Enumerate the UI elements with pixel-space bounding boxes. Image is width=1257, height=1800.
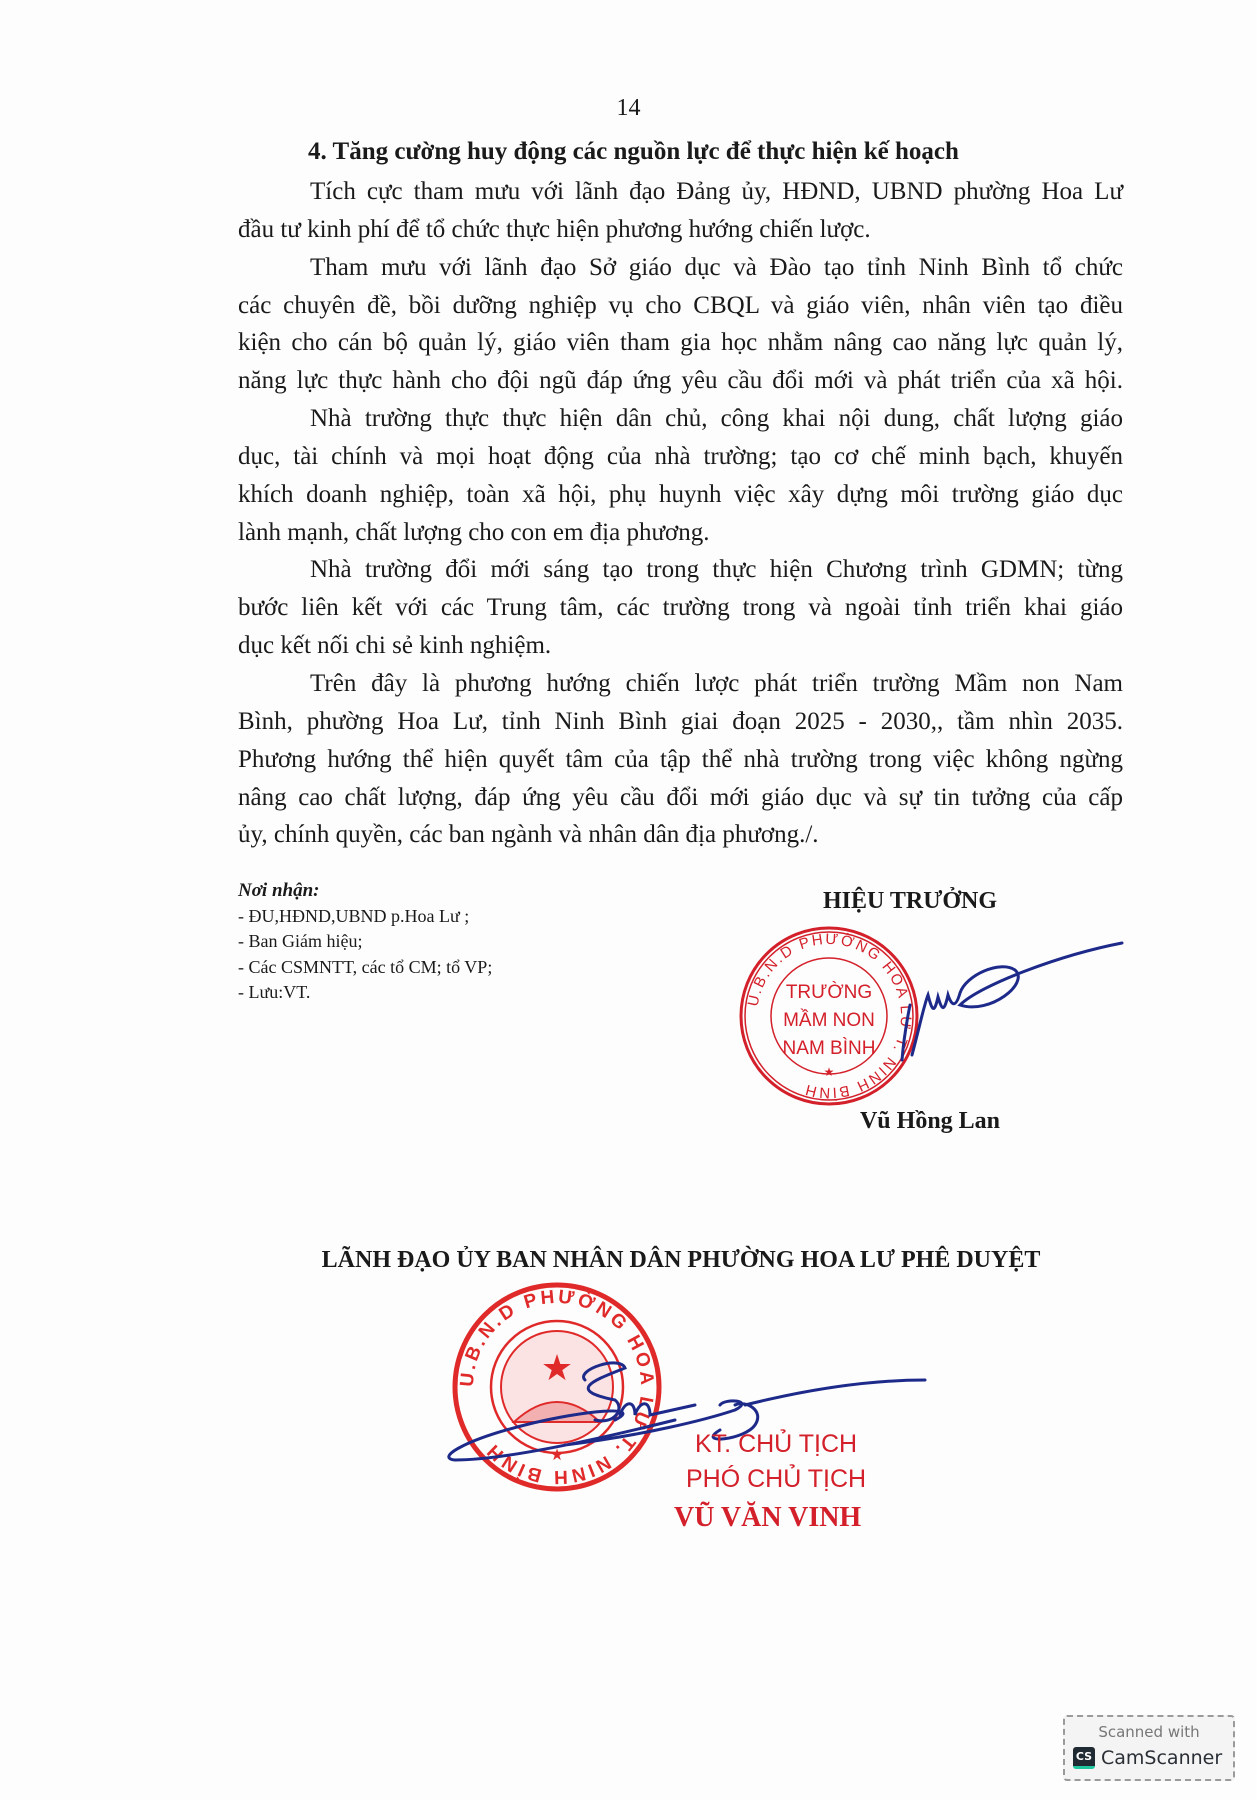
body-line: kiện cho cán bộ quản lý, giáo viên tham gia học nhằm nâng cao năng lực quản lý, xyxy=(238,329,1123,357)
svg-text:★: ★ xyxy=(540,1348,574,1388)
body-line: nâng cao chất lượng, đáp ứng yêu cầu đổi mới giáo dục và sự tin tưởng của cấp xyxy=(238,783,1123,811)
page-number: 14 xyxy=(616,95,641,121)
body-line: khích doanh nghiệp, toàn xã hội, phụ huynh việc xây dựng môi trường giáo dục xyxy=(238,480,1123,508)
body-line: Trên đây là phương hướng chiến lược phát triển trường Mầm non Nam xyxy=(310,669,1123,697)
role-line-1: KT. CHỦ TỊCH xyxy=(695,1430,858,1458)
svg-text:U.B.N.D PHƯỜNG HOA LƯ T. NINH: U.B.N.D PHƯỜNG HOA LƯ T. NINH BÌNH xyxy=(456,1286,658,1488)
body-line: năng lực thực hành cho đội ngũ đáp ứng yêu cầu đổi mới và phát triển của xã hội. xyxy=(238,367,1123,395)
body-line: bước liên kết với các Trung tâm, các trường trong và ngoài tỉnh triển khai giáo xyxy=(238,594,1123,622)
body-line: Bình, phường Hoa Lư, tỉnh Ninh Bình giai đoạn 2025 - 2030,, tầm nhìn 2035. xyxy=(238,707,1123,735)
watermark-text: Scanned with xyxy=(1098,1723,1200,1741)
body-line: Nhà trường đổi mới sáng tạo trong thực hiện Chương trình GDMN; từng xyxy=(310,556,1123,584)
recipient-item: - ĐU,HĐND,UBND p.Hoa Lư ; xyxy=(238,905,470,926)
vice-chairman-signature xyxy=(445,1360,925,1480)
body-line: lành mạnh, chất lượng cho con em địa phương. xyxy=(238,518,710,546)
body-line: Phương hướng thể hiện quyết tâm của tập thể nhà trường trong việc không ngừng xyxy=(238,745,1123,773)
svg-text:★: ★ xyxy=(549,1447,565,1464)
body-line: dục kết nối chi sẻ kinh nghiệm. xyxy=(238,632,552,660)
stamp-line: TRƯỜNG xyxy=(785,982,873,1003)
camscanner-logo-icon: CS xyxy=(1073,1747,1095,1769)
camscanner-watermark xyxy=(1063,1715,1235,1781)
body-line: dục, tài chính và mọi hoạt động của nhà trường; tạo cơ chế minh bạch, khuyến xyxy=(238,442,1123,470)
svg-text:U.B.N.D PHƯỜNG HOA LƯ T. NINH: U.B.N.D PHƯỜNG HOA LƯ T. NINH BÌNH xyxy=(744,930,915,1102)
recipients-block xyxy=(238,878,492,1006)
recipient-item: - Các CSMNTT, các tổ CM; tổ VP; xyxy=(238,956,493,977)
recipients-title: Nơi nhận: xyxy=(238,880,320,901)
body-line: các chuyên đề, bồi dưỡng nghiệp vụ cho CBQL và giáo viên, nhân viên tạo điều xyxy=(238,291,1123,319)
role-line-2: PHÓ CHỦ TỊCH xyxy=(686,1465,867,1493)
approval-title: LÃNH ĐẠO ỦY BAN NHÂN DÂN PHƯỜNG HOA LƯ PHÊ DUYỆT xyxy=(321,1247,1041,1273)
signatory-name: VŨ VĂN VINH xyxy=(674,1502,862,1533)
svg-text:★: ★ xyxy=(823,1065,835,1079)
watermark-brand: CamScanner xyxy=(1101,1747,1223,1769)
recipient-item: - Ban Giám hiệu; xyxy=(238,931,363,951)
body-line: Tích cực tham mưu với lãnh đạo Đảng ủy, HĐND, UBND phường Hoa Lư xyxy=(310,178,1123,205)
stamp-line: NAM BÌNH xyxy=(782,1038,876,1059)
stamp-line: MẦM NON xyxy=(783,1010,875,1031)
body-line: Tham mưu với lãnh đạo Sở giáo dục và Đào tạo tỉnh Ninh Bình tổ chức xyxy=(310,253,1123,281)
section-heading: 4. Tăng cường huy động các nguồn lực để thực hiện kế hoạch xyxy=(308,138,959,165)
body-line: đầu tư kinh phí để tổ chức thực hiện phương hướng chiến lược. xyxy=(238,215,871,243)
principal-title: HIỆU TRƯỞNG xyxy=(822,888,998,914)
body-line: Nhà trường thực thực hiện dân chủ, công khai nội dung, chất lượng giáo xyxy=(310,405,1123,433)
body-line: ủy, chính quyền, các ban ngành và nhân dân địa phương./. xyxy=(238,821,819,849)
principal-signature xyxy=(890,935,1130,1070)
recipient-item: - Lưu:VT. xyxy=(238,982,311,1002)
body-text xyxy=(238,173,1123,854)
principal-name: Vũ Hồng Lan xyxy=(859,1108,1001,1134)
